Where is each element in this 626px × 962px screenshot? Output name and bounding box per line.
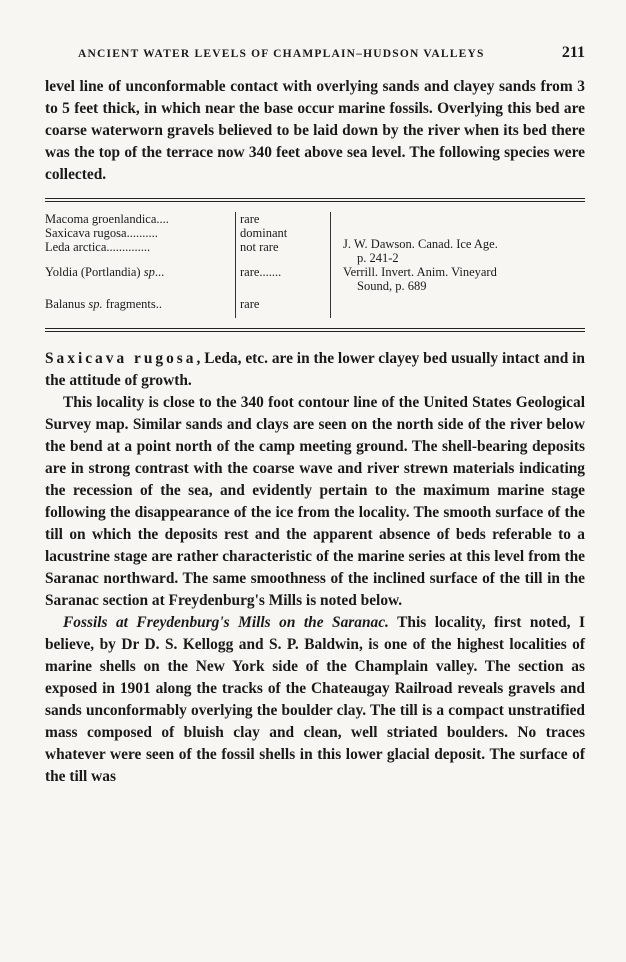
- table-bottom-rule: [45, 328, 585, 332]
- species-abbrev: sp.: [88, 297, 103, 311]
- species-emphasis: Saxicava rugosa: [45, 350, 197, 367]
- running-title: ANCIENT WATER LEVELS OF CHAMPLAIN–HUDSON VALLEYS: [78, 48, 485, 60]
- species-cell: [45, 254, 236, 290]
- species-name: Yoldia (Portlandia): [45, 265, 144, 279]
- status-cell: rare: [236, 212, 331, 226]
- status-cell: rare: [236, 290, 331, 318]
- paragraph-text: , Leda, etc. are in the lower clayey bed usually intact and in the attitude of growth.: [45, 350, 585, 389]
- table-top-rule: [45, 198, 585, 202]
- paragraph-text: This locality, first noted, I believe, by Dr D. S. Kellogg and S. P. Baldwin, is one of the highest localities of marine shells on the New York side of the Champlain valley. The section as exposed in 1901 along the tracks of the Chateaugay Railroad reveals gravels and sands unconformably overlying the boulder clay. The till is a compact unstratified mass composed of bluish clay and clean, well striated boulders. No traces whatever were seen of the fossil shells in this lower glacial deposit. The surface of the till was: [45, 614, 585, 785]
- species-cell: Macoma groenlandica....: [45, 212, 169, 226]
- species-table: [45, 212, 585, 318]
- running-header: [45, 40, 585, 66]
- species-abbrev: sp: [143, 265, 155, 279]
- status-cell: rare.......: [236, 254, 331, 290]
- status-cell: dominant: [236, 226, 331, 240]
- species-cell: Saxicava rugosa..........: [45, 226, 158, 240]
- paragraph-1: level line of unconformable contact with overlying sands and clayey sands from 3 to 5 feet thick, in which near the base occur marine fossils. Overlying this bed are coarse waterworn gravels believed to be laid down by the river when its bed there was the top of the terrace now 340 feet above sea level. The following species were collected.: [45, 78, 585, 183]
- species-cell: [45, 290, 236, 318]
- paragraph-2: [45, 348, 585, 392]
- section-heading: Fossils at Freydenburg's Mills on the Saranac.: [63, 614, 389, 631]
- references-cell: [331, 212, 586, 318]
- paragraph-4: [45, 612, 585, 788]
- species-table-block: [45, 198, 585, 332]
- reference-line: Verrill. Invert. Anim. Vineyard: [343, 265, 497, 279]
- status-cell: not rare: [236, 240, 331, 254]
- leader-dots: ...: [154, 265, 165, 279]
- paragraph-3: This locality is close to the 340 foot contour line of the United States Geological Survey map. Similar sands and clays are seen on the north side of the river below the bend at a point north of the camp meeting ground. The shell-bearing deposits are in strong contrast with the coarse wave and river strewn materials indicating the recession of the sea, and evidently pertain to the maximum marine stage following the disappearance of the ice from the locality. The smooth surface of the till on which the deposits rest and the apparent absence of beds referable to a lacustrine stage are rather characteristic of the marine series at this level from the Saranac northward. The same smoothness of the inclined surface of the till in the Saranac section at Freydenburg's Mills is noted below.: [45, 394, 585, 609]
- page-number: 211: [561, 44, 585, 61]
- table-row: [45, 212, 585, 226]
- reference-verrill: [343, 265, 585, 293]
- reference-line: J. W. Dawson. Canad. Ice Age.: [343, 237, 498, 251]
- species-name: Balanus: [45, 297, 89, 311]
- references: [343, 237, 585, 293]
- reference-line: p. 241-2: [357, 251, 399, 265]
- reference-dawson: [343, 237, 585, 265]
- reference-line: Sound, p. 689: [357, 279, 427, 293]
- species-note: fragments..: [102, 297, 163, 311]
- species-cell: Leda arctica..............: [45, 240, 151, 254]
- book-page: [45, 40, 585, 788]
